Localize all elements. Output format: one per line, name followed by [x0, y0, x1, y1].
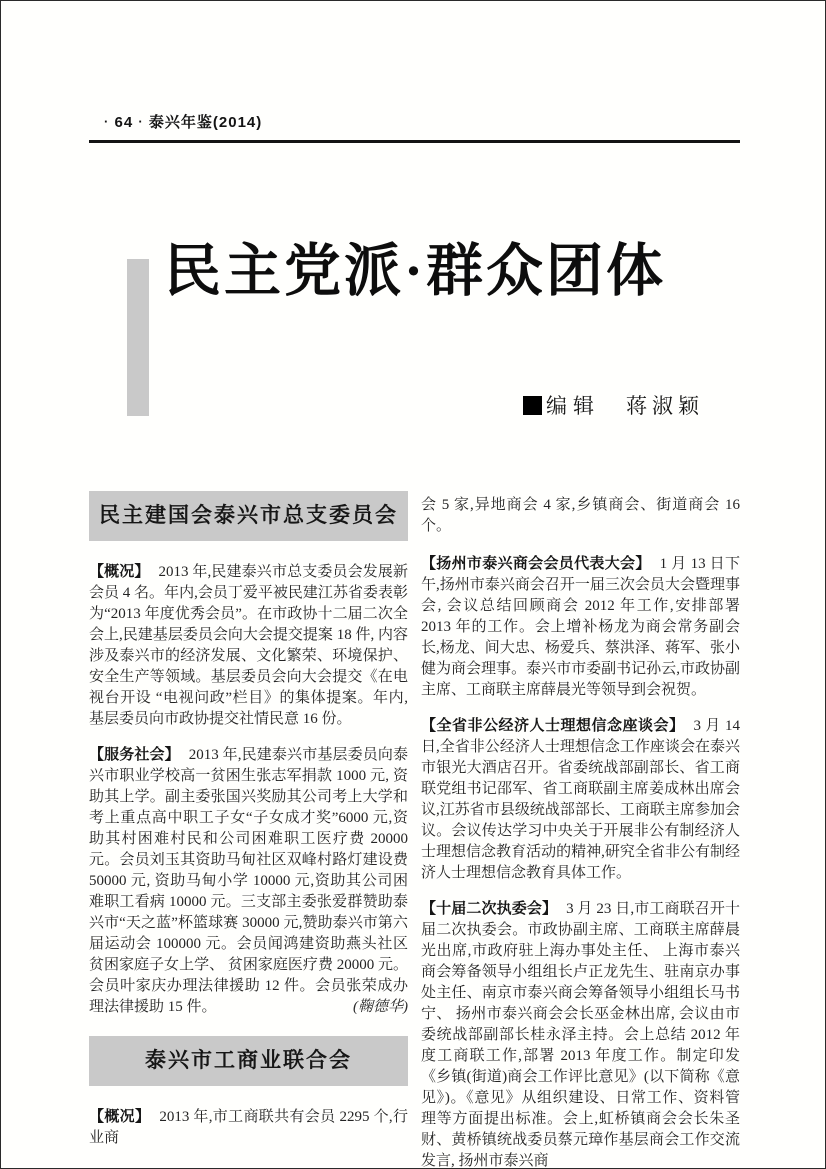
book-title: 泰兴年鉴(2014) — [148, 114, 263, 131]
entry-tag-service-society: 【服务社会】 — [89, 746, 180, 763]
body-columns — [89, 491, 740, 1169]
left-column — [89, 491, 408, 1169]
chapter-title: 民主党派·群众团体 — [164, 240, 667, 303]
paragraph-yangzhou-chamber — [421, 553, 740, 701]
section-heading-gongshanglian: 泰兴市工商业联合会 — [89, 1036, 408, 1086]
header-rule — [89, 140, 740, 143]
paragraph-text: 2013 年,市工商联共有会员 2295 个,行业商 — [89, 1109, 408, 1146]
page-marker-right: · — [138, 114, 144, 129]
entry-tag-overview-2: 【概况】 — [89, 1108, 151, 1125]
paragraph-continuation — [421, 495, 740, 537]
page-marker-left: · — [104, 114, 110, 129]
paragraph-text: 3 月 14 日,全省非公经济人士理想信念工作座谈会在泰兴市银光大酒店召开。省委统战部副部长、省工商联党组书记邵军、省工商联副主席姜成林出席会议,江苏省市县级统战部部长、工商联主席参加会议。会议传达学习中央关于开展非公有制经济人士理想信念教育活动的精神,研究全省非公有制经济人士理想信念教育具体工作。 — [421, 718, 740, 881]
paragraph-service-society — [89, 744, 408, 1018]
paragraph-text: 1 月 13 日下午,扬州市泰兴商会召开一届三次会员大会暨理事会, 会议总结回顾商会 2012 年工作,安排部署 2013 年的工作。会上增补杨龙为商会常务副会长,杨龙、间大忠、杨爱兵、蔡洪泽、蒋军、张小健为商会理事。泰兴市市委副书记孙云,市政协副主席、工商联主席薛晨光等领导到会祝贺。 — [421, 556, 740, 698]
paragraph-overview-minjian — [89, 561, 408, 730]
entry-tag-yangzhou-chamber: 【扬州市泰兴商会会员代表大会】 — [421, 555, 651, 572]
editor-marker-square-icon — [523, 396, 542, 415]
editor-label: 编辑 — [546, 394, 600, 418]
paragraph-text: 2013 年,民建泰兴市总支委员会发展新会员 4 名。年内,会员丁爱平被民建江苏省委表彰为“2013 年度优秀会员”。在市政协十二届二次全会上,民建基层委员会向大会提交提案 18 件, 内容涉及泰兴市的经济发展、文化繁荣、环境保护、安全生产等领域。基层委员会向大会提交《在电视台开设 “电视问政”栏目》的集体提案。年内,基层委员向市政协提交社情民意 16 份。 — [89, 564, 408, 727]
paragraph-text: 会 5 家,异地商会 4 家,乡镇商会、街道商会 16 个。 — [421, 497, 740, 534]
entry-tag-executive-committee: 【十届二次执委会】 — [421, 900, 558, 917]
paragraph-executive-committee — [421, 898, 740, 1169]
paragraph-text: 2013 年,民建泰兴市基层委员向泰兴市职业学校高一贫困生张志军捐款 1000 元, 资助其上学。副主委张国兴奖励其公司考上大学和考上重点高中职工子女“子女成才奖”6000 元,资助其村困难村民和公司困难职工医疗费 20000 元。会员刘玉其资助马甸社区双峰村路灯建设费 50000 元, 资助马甸小学 10000 元,资助其公司困难职工看病 10000 元。三支部主委张爱群赞助泰兴市“天之蓝”杯篮球赛 30000 元,赞助泰兴市第六届运动会 100000 元。会员闻鸿建资助燕头社区贫困家庭子女上学、 贫困家庭医疗费 20000 元。会员叶家庆办理法律援助 12 件。会员张荣成办理法律援助 15 件。 — [89, 747, 408, 1015]
running-header — [104, 111, 262, 132]
editor-name: 蒋淑颖 — [626, 394, 704, 418]
page-number: 64 — [114, 114, 134, 131]
right-column — [421, 491, 740, 1169]
paragraph-province-forum — [421, 715, 740, 884]
paragraph-text: 3 月 23 日,市工商联召开十届二次执委会。市政协副主席、工商联主席薛晨光出席,市政府驻上海办事处主任、 上海市泰兴商会筹备领导小组组长卢正龙先生、驻南京办事处主任、南京市泰兴商会筹备领导小组组长马书宁、 扬州市泰兴商会会长巫金林出席, 会议由市委统战部副部长桂永泽主持。会上总结 2012 年度工商联工作,部署 2013 年度工作。制定印发《乡镇(街道)商会工作评比意见》(以下简称《意见》)。《意见》从组织建设、日常工作、资料管理等方面提出标准。会上,虹桥镇商会会长朱圣财、黄桥镇统战委员蔡元璋作基层商会工作交流发言, 扬州市泰兴商 — [421, 901, 740, 1169]
author-credit: (鞠德华) — [353, 999, 408, 1015]
entry-tag-province-forum: 【全省非公经济人士理想信念座谈会】 — [421, 717, 685, 734]
title-accent-bar — [127, 259, 149, 416]
entry-tag-overview: 【概况】 — [89, 563, 150, 580]
paragraph-overview-gongshanglian — [89, 1106, 408, 1149]
section-heading-minjian: 民主建国会泰兴市总支委员会 — [89, 491, 408, 541]
editor-line — [523, 390, 704, 420]
